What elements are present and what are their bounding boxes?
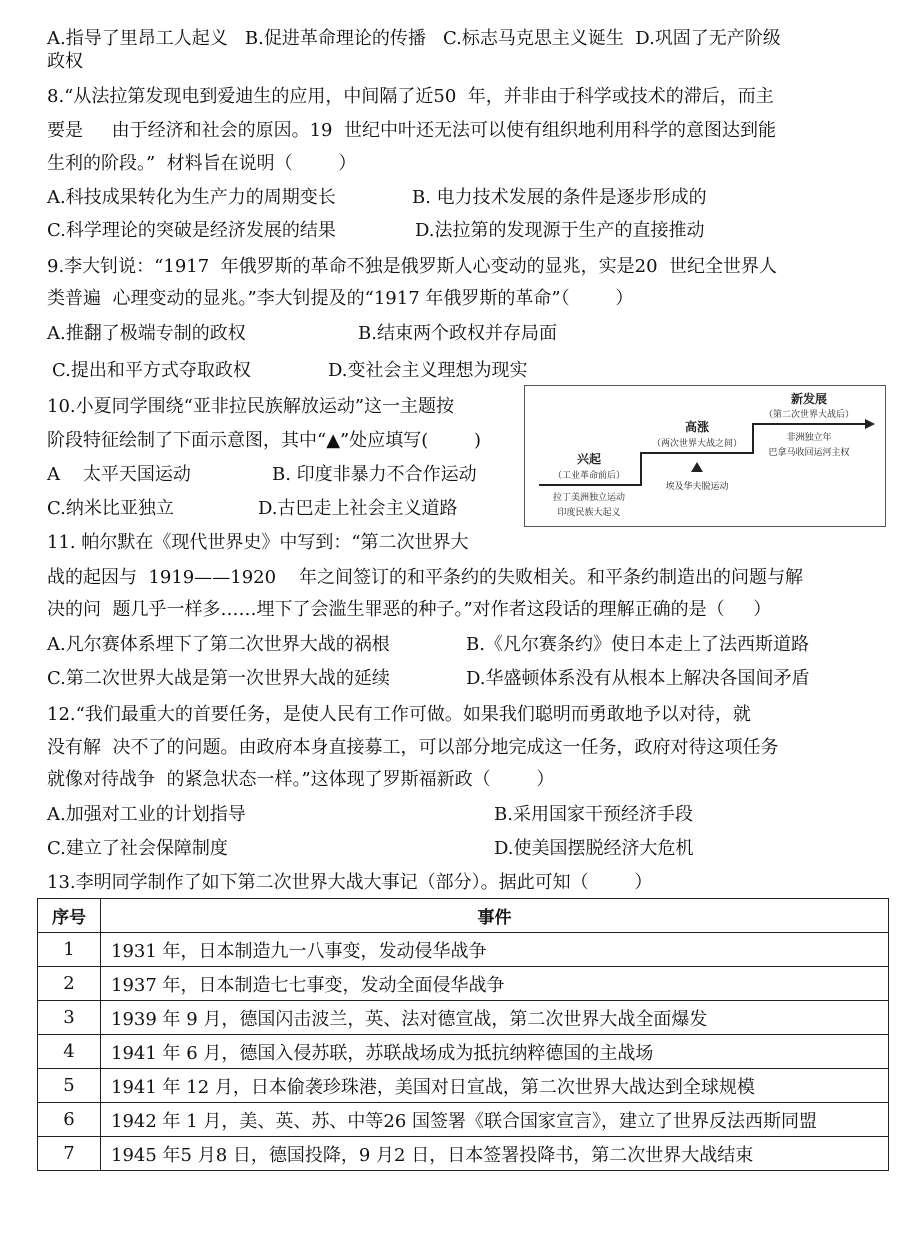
stage3-item-2: 巴拿马收回运河主权 [768,448,850,458]
stage2-title: 高涨 [684,420,710,434]
q8-option-a: A.科技成果转化为生产力的周期变长 [47,187,336,208]
row-index: 4 [38,1035,101,1069]
q12-option-d: D.使美国摆脱经济大危机 [494,838,694,859]
stage1-title: 兴起 [576,452,602,466]
blank-triangle-icon [691,462,703,472]
q11-option-a: A.凡尔赛体系埋下了第二次世界大战的祸根 [47,634,390,655]
row-event: 1939 年 9 月，德国闪击波兰，英、法对德宣战，第二次世界大战全面爆发 [101,1001,889,1035]
row-event: 1937 年，日本制造七七事变，发动全面侵华战争 [101,967,889,1001]
ww2-events-table [37,898,889,1171]
q9-option-a: A.推翻了极端专制的政权 [47,323,246,344]
q8-stem-line-3: 生利的阶段。” 材料旨在说明（ ） [47,153,357,174]
q11-option-c: C.第二次世界大战是第一次世界大战的延续 [47,668,390,689]
q10-option-b: B. 印度非暴力不合作运动 [272,464,477,485]
q11-option-b: B.《凡尔赛条约》使日本走上了法西斯道路 [466,634,809,655]
row-index: 2 [38,967,101,1001]
table-header-row [38,899,889,933]
q11-stem-line-1: 11. 帕尔默在《现代世界史》中写到：“第二次世界大 [47,532,469,553]
q12-stem-line-2: 没有解 决不了的问题。由政府本身直接募工，可以部分地完成这一任务，政府对待这项任务 [47,737,779,758]
table-row [38,967,889,1001]
stage1-item-1: 拉丁美洲独立运动 [552,493,626,503]
stage1-subtitle: （工业革命前后） [552,471,626,481]
q8-stem-line-2: 要是 由于经济和社会的原因。19 世纪中叶还无法可以使有组织地利用科学的意图达到能 [47,120,776,141]
stage3-title: 新发展 [790,392,828,406]
q8-stem-line-1: 8.“从法拉第发现电到爱迪生的应用，中间隔了近50 年，并非由于科学或技术的滞后，而主 [47,86,774,107]
q10-stage-diagram [524,385,886,527]
stage2-subtitle: （两次世界大战之间） [651,439,743,449]
stage3-subtitle: （第二次世界大战后） [763,410,855,420]
row-index: 3 [38,1001,101,1035]
q13-stem: 13.李明同学制作了如下第二次世界大战大事记（部分）。据此可知（ ） [47,872,653,893]
row-index: 5 [38,1069,101,1103]
q9-option-c: C.提出和平方式夺取政权 [52,360,251,381]
row-index: 1 [38,933,101,967]
q7-options-line: A.指导了里昂工人起义 B.促进革命理论的传播 C.标志马克思主义诞生 D.巩固了无产阶级 [47,28,781,49]
row-event: 1945 年5 月8 日，德国投降，9 月2 日，日本签署投降书，第二次世界大战结束 [101,1137,889,1171]
q10-stem-line-1: 10.小夏同学围绕“亚非拉民族解放运动”这一主题按 [47,396,455,417]
header-index: 序号 [38,899,101,933]
q12-stem-line-3: 就像对待战争 的紧急状态一样。”这体现了罗斯福新政（ ） [47,769,555,790]
q9-stem-line-1: 9.李大钊说：“1917 年俄罗斯的革命不独是俄罗斯人心变动的显兆，实是20 世纪全世界人 [47,256,777,277]
table-row [38,1069,889,1103]
stage3-item-1: 非洲独立年 [786,433,832,443]
table-row [38,1137,889,1171]
table-row [38,1001,889,1035]
q11-stem-line-3: 决的问 题几乎一样多……埋下了会滥生罪恶的种子。”对作者这段话的理解正确的是（ ） [47,599,772,620]
q9-option-d: D.变社会主义理想为现实 [328,360,528,381]
q12-option-b: B.采用国家干预经济手段 [494,804,693,825]
q9-stem-line-2: 类普遍 心理变动的显兆。”李大钊提及的“1917 年俄罗斯的革命”（ ） [47,288,634,309]
q11-stem-line-2: 战的起因与 1919——1920 年之间签订的和平条约的失败相关。和平条约制造出的问题与解 [47,567,803,588]
q10-option-c: C.纳米比亚独立 [47,498,174,519]
arrow-head-icon [865,419,875,429]
table-row [38,933,889,967]
q12-option-a: A.加强对工业的计划指导 [47,804,246,825]
q7-options-continuation: 政权 [47,51,83,72]
header-event: 事件 [101,899,889,933]
q9-option-b: B.结束两个政权并存局面 [358,323,557,344]
q12-stem-line-1: 12.“我们最重大的首要任务，是使人民有工作可做。如果我们聪明而勇敢地予以对待，就 [47,704,751,725]
row-event: 1941 年 6 月，德国入侵苏联，苏联战场成为抵抗纳粹德国的主战场 [101,1035,889,1069]
q10-stem-line-2: 阶段特征绘制了下面示意图，其中“▲”处应填写( ) [47,430,482,451]
row-index: 7 [38,1137,101,1171]
stage-diagram-svg [525,386,885,526]
stage2-item: 埃及华夫脱运动 [665,482,729,492]
q11-option-d: D.华盛顿体系没有从根本上解决各国间矛盾 [466,668,810,689]
q8-option-b: B. 电力技术发展的条件是逐步形成的 [412,187,707,208]
row-index: 6 [38,1103,101,1137]
q10-option-d: D.古巴走上社会主义道路 [258,498,458,519]
q10-option-a: A 太平天国运动 [47,464,191,485]
q8-option-d: D.法拉第的发现源于生产的直接推动 [415,220,705,241]
table-row [38,1103,889,1137]
q8-option-c: C.科学理论的突破是经济发展的结果 [47,220,336,241]
row-event: 1942 年 1 月，美、英、苏、中等26 国签署《联合国家宣言》，建立了世界反法西斯同盟 [101,1103,889,1137]
row-event: 1931 年，日本制造九一八事变，发动侵华战争 [101,933,889,967]
q12-option-c: C.建立了社会保障制度 [47,838,228,859]
stage1-item-2: 印度民族大起义 [557,508,621,518]
row-event: 1941 年 12 月，日本偷袭珍珠港，美国对日宣战，第二次世界大战达到全球规模 [101,1069,889,1103]
table-row [38,1035,889,1069]
